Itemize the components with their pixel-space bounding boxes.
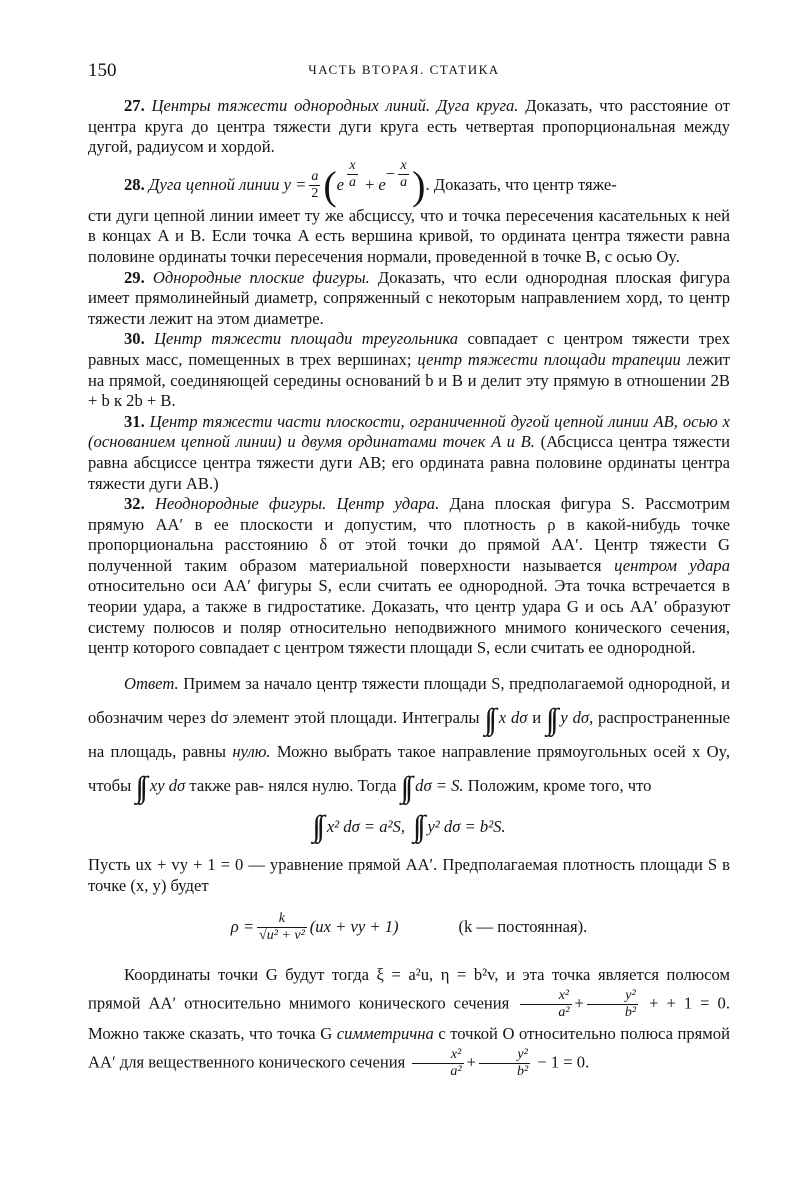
problem-32: 32. Неоднородные фигуры. Центр удара. Дана плоская фигура S. Рассмотрим прямую AA′ в ее плоскости и допустим, что плотность ρ в какой-нибудь точке пропорциональна расстоянию δ от этой точки до прямой AA′. Центр тяжести G полученной таким образом материальной поверхности называется центром удара относительно оси AA′ фигуры S, если считать ее однородной. Эта точка встречается в теории удара, а также в гидростатике. Доказать, что центр удара G и ось AA′ образуют систему полюсов и поляр относительно неподвижного мнимого конического сечения, центр которого совпадает с центром тяжести площади S, если считать ее однородной. — [88, 494, 731, 658]
double-integral-sign: ∫∫ — [484, 702, 493, 736]
problem-27: 27. Центры тяжести однородных линий. Дуга круга. Доказать, что расстояние от центра круга до центра тяжести дуги круга есть четвертая пропорциональная между дугой, радиусом и хордой. — [88, 96, 730, 157]
problem-28-equation-line: 28. Дуга цепной линии y = $\frac{a}{2}$ ( e $\frac{x}{a}$ + e − $\frac{x}{a}$ ) . Доказать, что центр тяже- — [124, 158, 617, 208]
double-integral-sign: ∫∫ — [400, 770, 410, 804]
problem-27-text: Доказать, что расстояние от центра круга до центра тяжести дуги круга есть четвертая пропорциональная между дугой, радиусом и хордой. — [88, 96, 730, 157]
fraction-a-over-2: $\frac{a}{2}$ — [311, 169, 319, 202]
problem-28-title: Дуга цепной линии — [148, 175, 280, 195]
final-paragraph: Координаты точки G будут тогда ξ = a²u, η = b²v, и эта точка является полюсом прямой AA′ относительно мнимого конического сечения $\frac{\text{x²}}{\text{a²}}$ + $\frac{\text{y²}}{\text{b²}}$ + + 1 = 0. Можно также сказать, что точка G симметрична с точкой O относительно полюса прямой AA′ для вещественного конического сечения $\frac{\text{x²}}{\text{a²}}$ + $\frac{\text{y²}}{\text{b²}}$ − 1 = 0. — [88, 964, 730, 1079]
page-header — [88, 60, 720, 84]
running-title: ЧАСТЬ ВТОРАЯ. СТАТИКА — [308, 62, 500, 77]
problem-30: 30. Центр тяжести площади треугольника совпадает с центром тяжести трех равных масс, помещенных в трех вершинах; центр тяжести площади трапеции лежит на прямой, соединяющей середины оснований b и B и делит эту прямую в отношении 2B + b к 2b + B. — [88, 329, 730, 411]
page-number: 150 — [88, 60, 117, 81]
exponent-x-over-a: $\frac{x}{a}$ — [349, 158, 357, 191]
answer: Ответ. Примем за начало центр тяжести площади S, предполагаемой однородной, и обозначим через dσ элемент этой площади. Интегралы ∫∫ x dσ и ∫∫ y dσ, распространенные на площадь, равны нулю. Можно выбрать такое направление прямоугольных осей x Oy, чтобы ∫∫ xy dσ также рав- нялся нулю. Тогда ∫∫ dσ = S. Положим, кроме того, что — [88, 673, 731, 804]
page-body — [88, 96, 730, 1080]
exponent-minus-x-over-a: $\frac{x}{a}$ — [400, 158, 408, 191]
moment-equations: ∫∫ x² dσ = a²S, ∫∫ y² dσ = b²S. — [312, 810, 506, 844]
problem-27-title: Центры тяжести однородных линий. Дуга круга. — [151, 96, 519, 115]
problem-29: 29. Однородные плоские фигуры. Доказать, что если однородная плоская фигура имеет прямолинейный диаметр, сопряженный с некоторым направлением хорд, то центр тяжести лежит на этом диаметре. — [88, 267, 730, 328]
problem-31: 31. Центр тяжести части плоскости, ограниченной дугой цепной линии AB, осью x (основанием цепной линии) и двумя ординатами точек A и B. (Абсцисса центра тяжести равна абсциссе центра тяжести дуги AB; его ордината равна половине ординаты центра тяжести дуги AB.) — [88, 411, 730, 493]
double-integral-sign: ∫∫ — [135, 770, 144, 804]
density-text: Пусть ux + vy + 1 = 0 — уравнение прямой AA′. Предполагаемая плотность площади S в точке (x, y) будет — [88, 855, 730, 896]
density-equation: ρ = $\frac{k}{\text{√u² + v²}}$ (ux + vy + 1) (k — постоянная). — [230, 910, 588, 943]
double-integral-sign: ∫∫ — [545, 702, 555, 736]
problem-28-text: сти дуги цепной линии имеет ту же абсциссу, что и точка пересечения касательных к ней в концах A и B. Если точка A есть вершина кривой, то ордината центра тяжести равна половине ординаты точки пересечения нормали, проведенной в точке B, с осью Oy. — [88, 205, 730, 266]
